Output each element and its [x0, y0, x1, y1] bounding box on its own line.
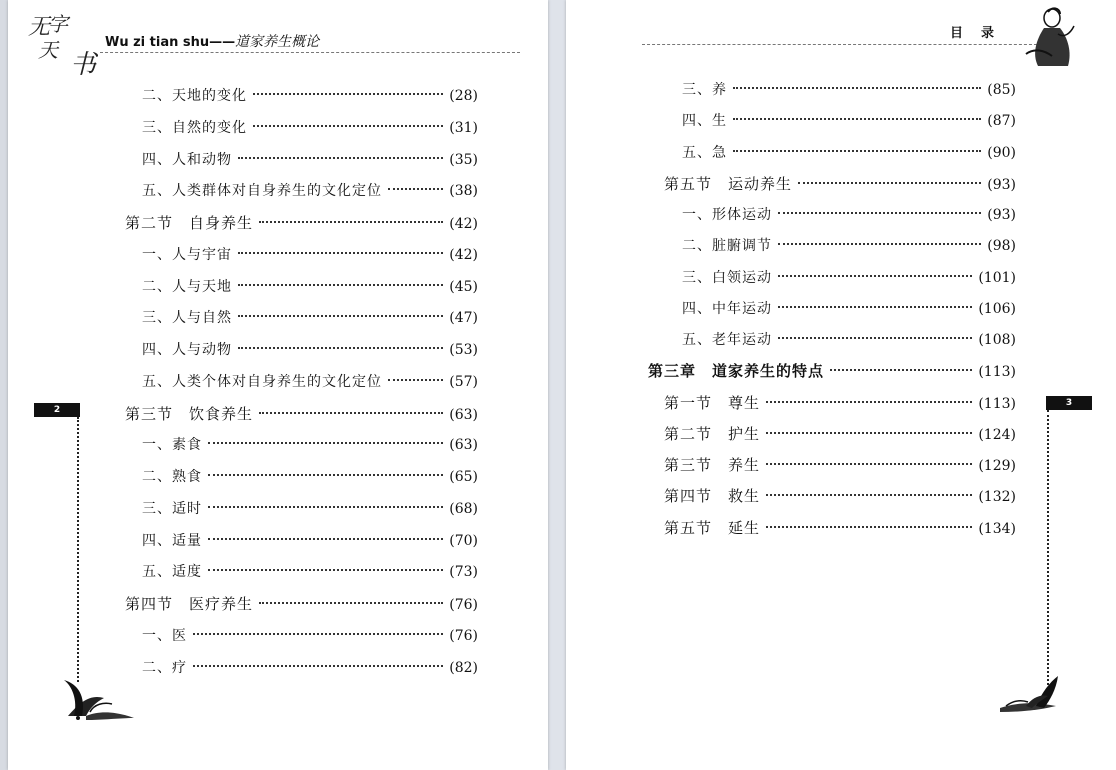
toc-entry-page: (82) — [449, 659, 478, 676]
toc-entry-title: 五、适度 — [142, 564, 202, 581]
toc-leader-dots — [778, 243, 981, 245]
toc-entry-page: (90) — [987, 144, 1016, 161]
series-title-cn: 道家养生概论 — [235, 34, 320, 50]
toc-leader-dots — [208, 442, 443, 444]
toc-entry-page: (85) — [987, 82, 1016, 98]
right-page — [566, 0, 1116, 770]
toc-entry-title: 一、形体运动 — [682, 207, 772, 223]
toc-entry-page: (113) — [978, 395, 1016, 412]
toc-entry-title: 第三章 道家养生的特点 — [648, 362, 825, 381]
toc-entry-title: 四、生 — [682, 113, 727, 130]
toc-entry-title: 第二节 护生 — [664, 424, 761, 443]
toc-entry-title: 第三节 养生 — [664, 456, 761, 474]
toc-entry[interactable] — [664, 392, 1016, 414]
header-rule — [642, 44, 1042, 45]
toc-leader-dots — [778, 306, 972, 308]
toc-leader-dots — [388, 379, 443, 381]
series-title — [105, 31, 319, 51]
toc-entry-title: 一、医 — [142, 627, 187, 644]
toc-leader-dots — [238, 284, 443, 286]
toc-entry-title: 三、人与自然 — [142, 310, 232, 327]
toc-entry[interactable] — [142, 180, 478, 202]
toc-leader-dots — [766, 526, 972, 528]
toc-leader-dots — [778, 212, 981, 214]
toc-leader-dots — [733, 87, 981, 89]
toc-entry[interactable] — [682, 110, 1016, 132]
toc-entry-title: 二、脏腑调节 — [682, 238, 772, 255]
page-number-tab: 3 — [1046, 396, 1092, 410]
toc-leader-dots — [733, 150, 981, 152]
toc-leader-dots — [766, 463, 972, 465]
logo-char-2: 字 — [48, 12, 69, 36]
toc-entry-title: 四、适量 — [142, 532, 202, 549]
toc-entry-page: (28) — [449, 88, 478, 104]
toc-entry[interactable] — [125, 593, 478, 615]
toc-entry-title: 第四节 救生 — [664, 487, 761, 506]
toc-entry-title: 二、熟食 — [142, 469, 202, 485]
toc-entry-page: (106) — [978, 300, 1016, 317]
series-title-latin: Wu zi tian shu — [105, 35, 210, 50]
toc-entry-title: 五、人类群体对自身养生的文化定位 — [142, 183, 382, 200]
toc-entry[interactable] — [664, 173, 1016, 195]
toc-entry[interactable] — [682, 298, 1016, 320]
toc-entry-title: 四、中年运动 — [682, 300, 772, 317]
toc-entry-title: 第三节 饮食养生 — [125, 404, 254, 423]
toc-leader-dots — [766, 401, 972, 403]
toc-leader-dots — [193, 633, 443, 635]
toc-entry-title: 四、人和动物 — [142, 151, 232, 168]
toc-entry-page: (124) — [978, 426, 1016, 443]
toc-entry[interactable] — [142, 307, 478, 329]
toc-leader-dots — [208, 538, 443, 540]
toc-leader-dots — [208, 506, 443, 508]
side-dotted-rule — [77, 417, 79, 682]
toc-entry-title: 五、急 — [682, 144, 727, 161]
toc-entry-page: (42) — [449, 246, 478, 263]
toc-entry-title: 第一节 尊生 — [664, 393, 761, 412]
page-number-tab: 2 — [34, 403, 80, 417]
toc-leader-dots — [830, 369, 972, 371]
toc-leader-dots — [259, 221, 443, 223]
sage-figure-icon — [1018, 4, 1080, 70]
toc-entry[interactable] — [142, 371, 478, 393]
toc-entry-page: (134) — [978, 520, 1016, 537]
toc-entry[interactable] — [142, 625, 478, 647]
toc-entry[interactable] — [664, 517, 1016, 539]
toc-entry-page: (38) — [449, 183, 478, 200]
toc-entry-page: (101) — [978, 269, 1016, 286]
toc-entry-title: 三、养 — [682, 82, 727, 98]
toc-leader-dots — [733, 118, 981, 120]
toc-entry[interactable] — [648, 360, 1016, 382]
toc-entry[interactable] — [142, 657, 478, 679]
toc-leader-dots — [778, 275, 972, 277]
toc-entry[interactable] — [142, 244, 478, 266]
toc-leader-dots — [259, 602, 443, 604]
side-dotted-rule — [1047, 410, 1049, 685]
viewer-margin — [0, 0, 8, 770]
toc-entry-title: 五、人类个体对自身养生的文化定位 — [142, 373, 382, 390]
toc-leader-dots — [253, 93, 443, 95]
toc-entry-title: 二、天地的变化 — [142, 88, 247, 104]
lotus-ornament-icon — [996, 672, 1066, 714]
toc-entry[interactable] — [682, 79, 1016, 101]
toc-entry[interactable] — [142, 117, 478, 139]
toc-entry-page: (65) — [449, 469, 478, 485]
toc-leader-dots — [238, 315, 443, 317]
toc-leader-dots — [253, 125, 443, 127]
toc-leader-dots — [238, 157, 443, 159]
toc-entry-title: 第二节 自身养生 — [125, 214, 254, 232]
toc-entry-page: (76) — [449, 597, 478, 613]
toc-leader-dots — [766, 494, 972, 496]
toc-entry[interactable] — [682, 235, 1016, 257]
toc-entry-page: (73) — [449, 564, 478, 581]
toc-entry-title: 第四节 医疗养生 — [125, 595, 254, 613]
toc-entry-title: 四、人与动物 — [142, 342, 232, 358]
toc-entry-page: (63) — [449, 406, 478, 423]
toc-entry[interactable] — [682, 267, 1016, 289]
toc-entry-page: (113) — [978, 364, 1016, 381]
toc-entry[interactable] — [142, 149, 478, 171]
toc-entry-page: (76) — [449, 627, 478, 644]
toc-entry-page: (31) — [449, 119, 478, 136]
toc-leader-dots — [193, 665, 443, 667]
toc-entry-page: (47) — [449, 310, 478, 327]
toc-entry-page: (63) — [449, 437, 478, 454]
left-page — [8, 0, 548, 770]
toc-leader-dots — [388, 188, 443, 190]
toc-entry-page: (87) — [987, 113, 1016, 130]
toc-entry-title: 二、疗 — [142, 659, 187, 676]
toc-entry-title: 三、白领运动 — [682, 269, 772, 286]
toc-entry-title: 一、人与宇宙 — [142, 246, 232, 263]
toc-entry-page: (98) — [987, 238, 1016, 255]
toc-entry-title: 第五节 运动养生 — [664, 174, 793, 193]
toc-entry-title: 三、自然的变化 — [142, 119, 247, 136]
toc-entry-page: (42) — [449, 216, 478, 232]
toc-entry[interactable] — [125, 403, 478, 425]
logo-char-1: 无 — [28, 15, 52, 40]
toc-leader-dots — [798, 182, 981, 184]
lotus-ornament-icon — [60, 672, 140, 724]
running-head: 目录 — [950, 26, 1013, 41]
toc-entry[interactable] — [142, 498, 478, 520]
toc-entry[interactable] — [682, 204, 1016, 226]
toc-entry[interactable] — [142, 339, 478, 361]
toc-entry-title: 五、老年运动 — [682, 332, 772, 348]
toc-entry[interactable] — [682, 329, 1016, 351]
toc-entry-page: (68) — [449, 500, 478, 517]
toc-entry-page: (53) — [449, 342, 478, 358]
toc-entry-title: 一、素食 — [142, 437, 202, 454]
toc-leader-dots — [766, 432, 972, 434]
toc-entry[interactable] — [664, 423, 1016, 445]
toc-leader-dots — [208, 474, 443, 476]
toc-entry-page: (93) — [987, 207, 1016, 223]
toc-leader-dots — [238, 252, 443, 254]
toc-entry[interactable] — [142, 466, 478, 488]
toc-entry-page: (57) — [449, 373, 478, 390]
toc-entry-page: (108) — [978, 332, 1016, 348]
toc-entry[interactable] — [664, 454, 1016, 476]
toc-leader-dots — [259, 412, 443, 414]
toc-leader-dots — [208, 569, 443, 571]
toc-entry-page: (93) — [987, 176, 1016, 193]
toc-entry-page: (129) — [978, 458, 1016, 474]
logo-char-3: 天 — [38, 38, 59, 62]
logo-char-4: 书 — [70, 50, 98, 80]
series-title-sep: —— — [209, 35, 236, 50]
toc-entry-page: (35) — [449, 151, 478, 168]
toc-leader-dots — [778, 337, 972, 339]
toc-leader-dots — [238, 347, 443, 349]
toc-entry-title: 三、适时 — [142, 500, 202, 517]
header-rule — [100, 52, 520, 53]
toc-entry[interactable] — [125, 212, 478, 234]
toc-entry-title: 二、人与天地 — [142, 278, 232, 295]
toc-entry[interactable] — [142, 85, 478, 107]
toc-entry[interactable] — [682, 142, 1016, 164]
toc-entry-page: (132) — [978, 489, 1016, 506]
toc-entry[interactable] — [664, 485, 1016, 507]
toc-entry[interactable] — [142, 434, 478, 456]
toc-entry[interactable] — [142, 561, 478, 583]
toc-entry-page: (70) — [449, 532, 478, 549]
toc-entry-title: 第五节 延生 — [664, 518, 761, 537]
toc-entry[interactable] — [142, 276, 478, 298]
toc-entry[interactable] — [142, 530, 478, 552]
toc-entry-page: (45) — [449, 278, 478, 295]
